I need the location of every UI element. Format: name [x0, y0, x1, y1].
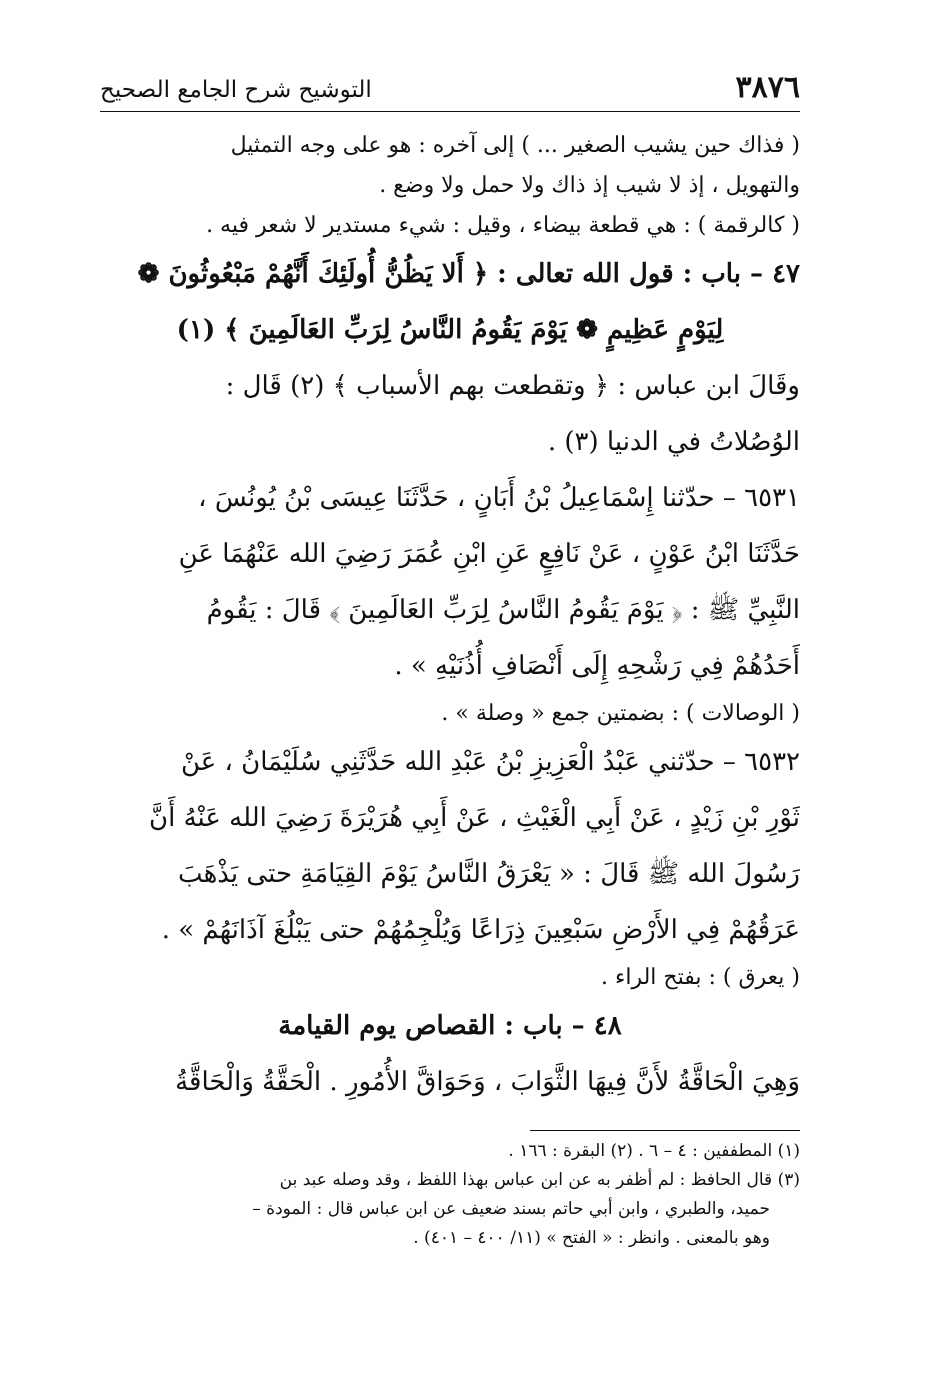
- text-line: الوُصُلاتُ في الدنيا (٣) .: [547, 427, 800, 457]
- chapter-heading-47: ٤٧ – باب : قول الله تعالى : ﴿ أَلا يَظُنُّ أُولَئِكَ أَنَّهُمْ مَبْعُوثُونَ ❁: [137, 259, 800, 289]
- hadith-6531-line: النَّبِيِّ ﷺ : ﴿ يَوْمَ يَقُومُ النَّاسُ لِرَبِّ العَالَمِينَ ﴾ قَالَ : يَقُومُ: [206, 595, 800, 625]
- body-text: [100, 126, 800, 1110]
- commentary-line: ( الوصالات ) : بضمتين جمع « وصلة » .: [441, 701, 800, 726]
- footnotes: [100, 1137, 800, 1253]
- footnote: وهو بالمعنى . وانظر : « الفتح » (١١/ ٤٠٠ – ٤٠١) .: [413, 1228, 770, 1248]
- footnote: (١) المطففين : ٤ – ٦ . (٢) البقرة : ١٦٦ .: [508, 1141, 800, 1161]
- hadith-6531-line: أَحَدُهُمْ فِي رَشْحِهِ إِلَى أَنْصَافِ أُذُنَيْهِ » .: [394, 651, 800, 681]
- document-page: [100, 70, 800, 1253]
- hadith-6531-line: حَدَّثَنَا ابْنُ عَوْنٍ ، عَنْ نَافِعٍ عَنِ ابْنِ عُمَرَ رَضِيَ الله عَنْهُمَا عَنِ: [178, 539, 800, 569]
- commentary-line: ( يعرق ) : بفتح الراء .: [601, 965, 800, 990]
- chapter-heading-47-cont: لِيَوْمٍ عَظِيمٍ ❁ يَوْمَ يَقُومُ النَّاسُ لِرَبِّ العَالَمِينَ ﴾ (١): [176, 315, 724, 345]
- text-line: والتهويل ، إذ لا شيب إذ ذاك ولا حمل ولا وضع .: [379, 173, 800, 198]
- footnote-divider: [530, 1130, 800, 1131]
- book-title: التوشيح شرح الجامع الصحيح: [100, 77, 372, 103]
- page-number: ٣٨٧٦: [735, 70, 800, 105]
- text-line: وقَالَ ابن عباس : ﴿ وتقطعت بهم الأسباب ﴾ (٢) قَال :: [225, 371, 800, 401]
- hadith-6532-line: ثَوْرِ بْنِ زَيْدٍ ، عَنْ أَبِي الْغَيْثِ ، عَنْ أَبِي هُرَيْرَةَ رَضِيَ الله عَنْهُ أَنَّ: [149, 803, 800, 833]
- hadith-6531-line: ٦٥٣١ – حدّثنا إِسْمَاعِيلُ بْنُ أَبَانٍ ، حَدَّثَنَا عِيسَى بْنُ يُونُسَ ،: [198, 483, 800, 513]
- chapter-heading-48: ٤٨ – باب : القصاص يوم القيامة: [278, 1011, 622, 1041]
- footnote: (٣) قال الحافظ : لم أظفر به عن ابن عباس بهذا اللفظ ، وقد وصله عبد بن: [279, 1170, 800, 1190]
- text-line: وَهِيَ الْحَاقَّةُ لأَنَّ فِيهَا الثَّوَابَ ، وَحَوَاقَّ الأُمُورِ . الْحَقَّةُ وَالْحَاقَّةُ: [175, 1067, 800, 1097]
- page-header: [100, 70, 800, 112]
- hadith-6532-line: عَرَقُهُمْ فِي الأَرْضِ سَبْعِينَ ذِرَاعًا وَيُلْجِمُهُمْ حتى يَبْلُغَ آذَانَهُمْ » .: [161, 915, 800, 945]
- hadith-6532-line: ٦٥٣٢ – حدّثني عَبْدُ الْعَزِيزِ بْنُ عَبْدِ الله حَدَّثَنِي سُلَيْمَانُ ، عَنْ: [180, 747, 800, 777]
- text-line: ( كالرقمة ) : هي قطعة بيضاء ، وقيل : شيء مستدير لا شعر فيه .: [206, 213, 800, 238]
- footnote: حميد، والطبري ، وابن أبي حاتم بسند ضعيف عن ابن عباس قال : المودة –: [252, 1199, 770, 1219]
- text-line: ( فذاك حين يشيب الصغير ... ) إلى آخره : هو على وجه التمثيل: [230, 133, 800, 158]
- hadith-6532-line: رَسُولَ الله ﷺ قَالَ : « يَعْرَقُ النَّاسُ يَوْمَ القِيَامَةِ حتى يَذْهَبَ: [178, 859, 800, 889]
